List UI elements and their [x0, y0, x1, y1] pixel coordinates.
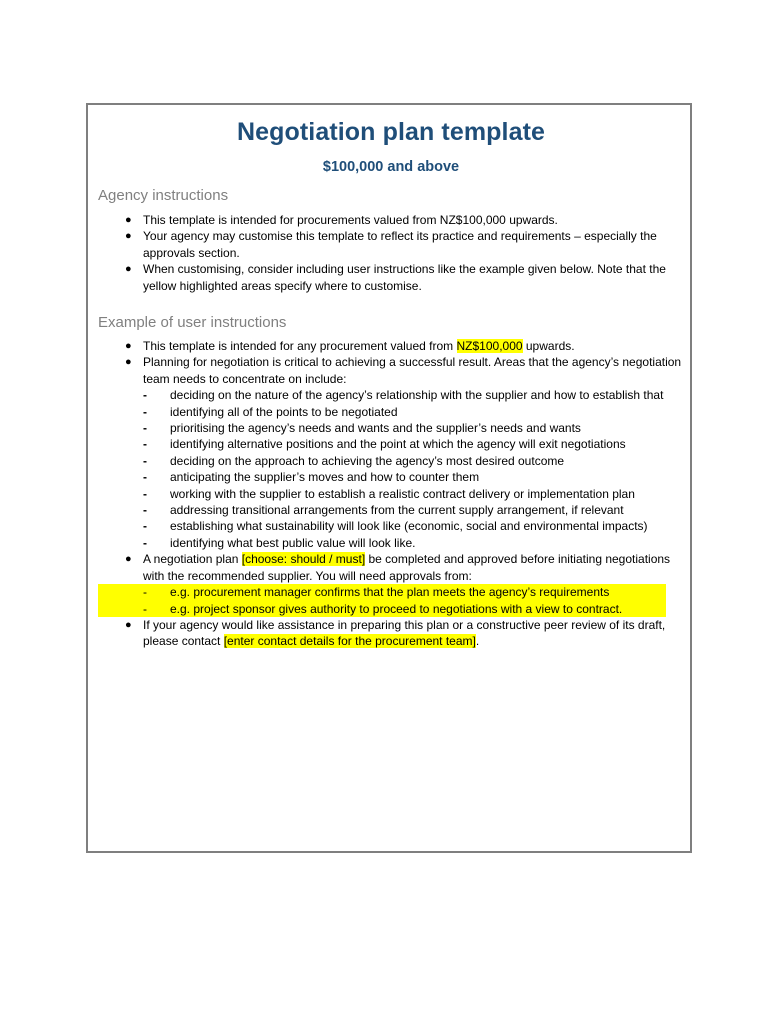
list-item-text: upwards. — [522, 339, 575, 353]
approval-sub-item-text: e.g. project sponsor gives authority to proceed to negotiations with a view to contract. — [170, 601, 623, 616]
list-item-text: This template is intended for procurements valued from NZ$100,000 upwards. — [143, 213, 558, 227]
highlighted-placeholder: [choose: should / must] — [241, 552, 366, 567]
bullet-icon: ● — [125, 263, 132, 276]
bullet-icon: ● — [125, 340, 132, 352]
sub-list-item-text: identifying alternative positions and the point at which the agency will exit negotiations — [170, 437, 626, 452]
bullet-icon: ● — [125, 214, 132, 226]
sub-list-item — [98, 404, 688, 420]
bullet-icon: ● — [125, 618, 132, 631]
sub-list-item — [98, 486, 688, 502]
list-item — [98, 228, 688, 261]
list-item-text: . — [475, 634, 480, 649]
agency-instructions-list — [98, 212, 688, 294]
agency-instructions-heading: Agency instructions — [98, 187, 229, 204]
dash-icon: - — [143, 388, 147, 403]
dash-icon: - — [143, 453, 147, 468]
dash-icon: - — [143, 421, 147, 436]
list-item-text: be completed and approved before initiating negotiations with the recommended supplier. You will need approvals from: — [143, 552, 671, 583]
sub-list-item-text: deciding on the nature of the agency’s relationship with the supplier and how to establish that — [170, 388, 664, 403]
sub-list-item-text: deciding on the approach to achieving the agency’s most desired outcome — [170, 453, 565, 468]
list-item — [98, 212, 688, 228]
sub-list-item — [98, 453, 688, 469]
dash-icon: - — [143, 535, 147, 550]
list-item-text: If your agency would like assistance in preparing this plan or a constructive peer review of its draft, please contact — [143, 617, 666, 649]
sub-list-item-text: identifying what best public value will look like. — [170, 535, 416, 550]
list-item — [98, 551, 688, 584]
sub-list-item — [98, 436, 688, 452]
dash-icon: - — [143, 486, 147, 501]
highlighted-placeholder: [enter contact details for the procurement team] — [223, 634, 476, 649]
dash-icon: - — [143, 404, 147, 419]
list-item-text: A negotiation plan — [143, 552, 242, 567]
dash-icon: - — [143, 519, 147, 534]
dash-icon: - — [143, 503, 147, 518]
user-instructions-list — [98, 338, 688, 650]
list-item-text: This template is intended for any procurement valued from — [143, 339, 457, 353]
dash-icon: - — [143, 470, 147, 485]
sub-list-item-text: establishing what sustainability will look like (economic, social and environmental impacts) — [170, 519, 648, 534]
bullet-icon: ● — [125, 230, 132, 243]
bullet-icon: ● — [125, 356, 132, 369]
sub-list-item — [98, 535, 688, 551]
list-item-text: Planning for negotiation is critical to achieving a successful result. Areas that the agency’s negotiation team needs to concentrate on include: — [143, 355, 682, 386]
sub-list-item-text: prioritising the agency’s needs and wants and the supplier’s needs and wants — [170, 421, 581, 436]
document-title: Negotiation plan template — [236, 118, 546, 146]
bullet-icon: ● — [125, 553, 132, 566]
approval-sub-item — [98, 584, 666, 600]
dash-icon: - — [143, 585, 147, 600]
highlighted-value: NZ$100,000 — [456, 339, 523, 353]
list-item-text: When customising, consider including user instructions like the example given below. Note that the yellow highlighted areas specify where to customise. — [143, 262, 666, 293]
list-item-text: Your agency may customise this template to reflect its practice and requirements – especially the approvals section. — [143, 229, 657, 260]
list-item — [98, 354, 688, 387]
sub-list-item — [98, 420, 688, 436]
sub-list-item — [98, 469, 688, 485]
sub-list-item — [98, 502, 688, 518]
list-item — [98, 338, 688, 354]
sub-list-item-text: working with the supplier to establish a realistic contract delivery or implementation plan — [170, 486, 635, 501]
dash-icon: - — [143, 601, 147, 616]
sub-list-item-text: identifying all of the points to be negotiated — [170, 404, 398, 419]
sub-list-item — [98, 387, 688, 403]
approval-sub-item-text: e.g. procurement manager confirms that the plan meets the agency’s requirements — [170, 585, 610, 600]
dash-icon: - — [143, 437, 147, 452]
document-subtitle: $100,000 and above — [322, 159, 460, 175]
user-instructions-heading: Example of user instructions — [98, 314, 287, 331]
sub-list-item-text: anticipating the supplier’s moves and how to counter them — [170, 470, 480, 485]
list-item — [98, 617, 688, 650]
approval-sub-item — [98, 601, 666, 617]
sub-list-item-text: addressing transitional arrangements from the current supply arrangement, if relevant — [170, 503, 624, 518]
sub-list-item — [98, 518, 688, 534]
list-item — [98, 261, 688, 294]
